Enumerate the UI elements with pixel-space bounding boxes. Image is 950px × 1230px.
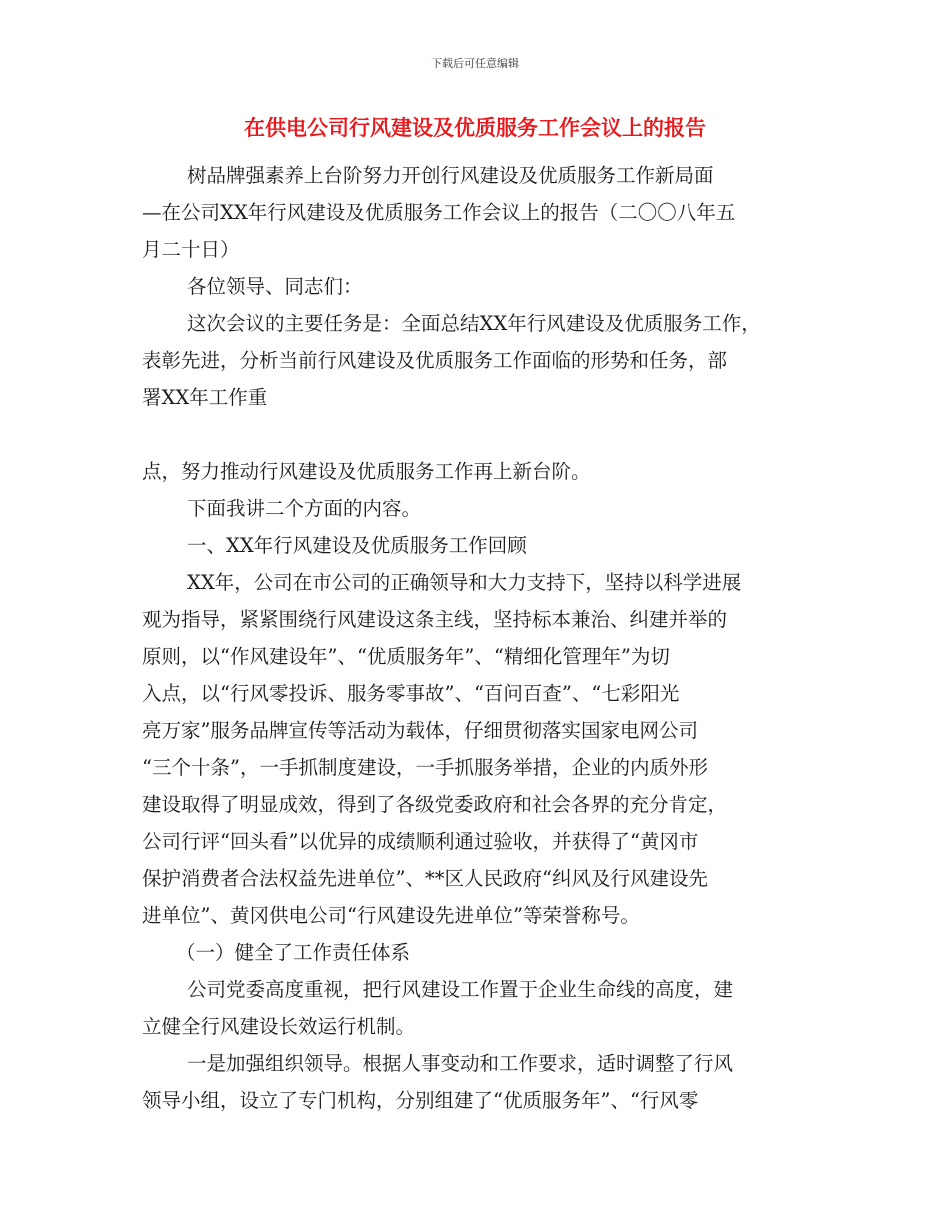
text-line: 原则，以“作风建设年”、“优质服务年”、“精细化管理年”为切 <box>142 645 670 668</box>
document-title: 在供电公司行风建设及优质服务工作会议上的报告 <box>244 116 706 140</box>
text-line: 观为指导，紧紧围绕行风建设这条主线，坚持标本兼治、纠建并举的 <box>142 608 728 631</box>
header-note: 下载后可任意编辑 <box>431 57 519 70</box>
text-line: 各位领导、同志们： <box>187 275 363 298</box>
text-line: 公司党委高度重视，把行风建设工作置于企业生命线的高度，建 <box>187 978 734 1001</box>
text-line: 公司行评“回头看”以优异的成绩顺利通过验收，并获得了“黄冈市 <box>142 830 699 853</box>
text-line: 领导小组，设立了专门机构，分别组建了“优质服务年”、“行风零 <box>142 1089 699 1112</box>
text-line: —在公司XX年行风建设及优质服务工作会议上的报告（二〇〇八年五 <box>142 201 736 224</box>
text-line: 点，努力推动行风建设及优质服务工作再上新台阶。 <box>142 460 591 483</box>
text-line: （一）健全了工作责任体系 <box>176 941 411 964</box>
text-line: 树品牌强素养上台阶努力开创行风建设及优质服务工作新局面 <box>187 164 714 187</box>
text-line: 一、XX年行风建设及优质服务工作回顾 <box>187 534 527 557</box>
body-text-block-2 <box>142 453 810 1119</box>
text-line: 表彰先进，分析当前行风建设及优质服务工作面临的形势和任务，部 <box>142 349 728 372</box>
text-line: 立健全行风建设长效运行机制。 <box>142 1015 416 1038</box>
text-line: XX年，公司在市公司的正确领导和大力支持下，坚持以科学进展 <box>187 571 742 594</box>
text-line: 月二十日） <box>142 238 240 261</box>
text-line: 下面我讲二个方面的内容。 <box>187 497 422 520</box>
text-line: 建设取得了明显成效，得到了各级党委政府和社会各界的充分肯定， <box>142 793 728 816</box>
text-line: 亮万家”服务品牌宣传等活动为载体，仔细贯彻落实国家电网公司 <box>142 719 698 742</box>
text-line: 一是加强组织领导。根据人事变动和工作要求，适时调整了行风 <box>187 1052 734 1075</box>
text-line: “三个十条”，一手抓制度建设，一手抓服务举措，企业的内质外形 <box>142 756 708 779</box>
text-line: 入点，以“行风零投诉、服务零事故”、“百问百查”、“七彩阳光 <box>142 682 680 705</box>
text-line: 保护消费者合法权益先进单位”、**区人民政府“纠风及行风建设先 <box>142 867 708 890</box>
text-line: 这次会议的主要任务是：全面总结XX年行风建设及优质服务工作， <box>187 312 761 335</box>
text-line: 署XX年工作重 <box>142 386 268 409</box>
text-line: 进单位”、黄冈供电公司“行风建设先进单位”等荣誉称号。 <box>142 904 640 927</box>
body-text-block-1 <box>142 157 810 416</box>
